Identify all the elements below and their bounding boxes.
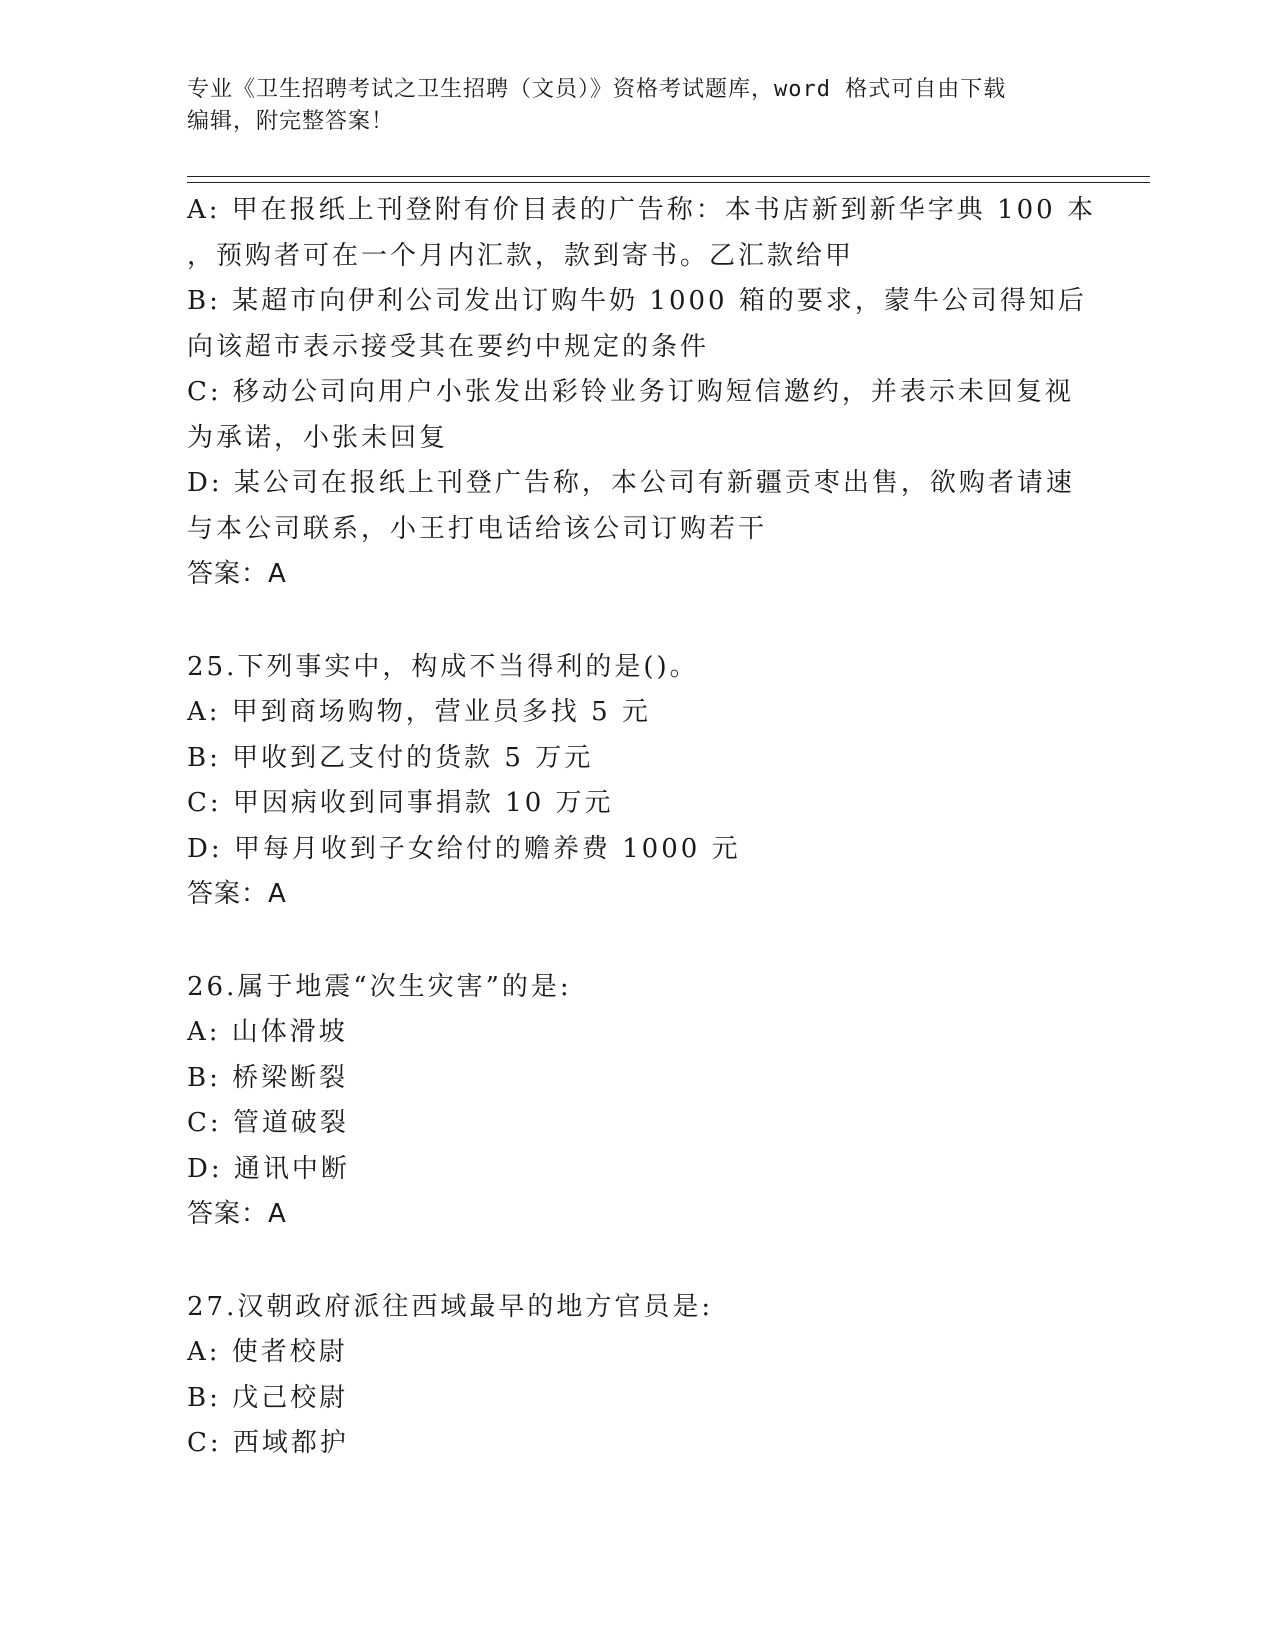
option-a: A: 甲到商场购物，营业员多找 5 元	[187, 697, 651, 727]
option-c: C: 甲因病收到同事捐款 10 万元	[187, 788, 614, 818]
option-c: C: 西域都护	[187, 1428, 349, 1458]
option-b: B: 甲收到乙支付的货款 5 万元	[187, 742, 594, 773]
document-header	[187, 74, 1087, 138]
option-c-line-1: C: 移动公司向用户小张发出彩铃业务订购短信邀约，并表示未回复视	[187, 377, 1074, 407]
question-text: 26.属于地震“次生灾害”的是:	[187, 971, 572, 1002]
spacer	[187, 1238, 1087, 1285]
question-text: 25.下列事实中，构成不当得利的是()。	[187, 651, 699, 682]
option-a: A: 山体滑坡	[187, 1017, 348, 1047]
question-24	[187, 188, 1096, 598]
spacer	[187, 598, 1087, 645]
header-line-2: 编辑，附完整答案！	[187, 109, 395, 134]
option-a: A: 使者校尉	[187, 1337, 348, 1367]
option-d-line-1: D: 某公司在报纸上刊登广告称，本公司有新疆贡枣出售，欲购者请速	[187, 468, 1075, 498]
option-d: D: 通讯中断	[187, 1153, 350, 1184]
option-a-line-2: ，预购者可在一个月内汇款，款到寄书。乙汇款给甲	[187, 240, 855, 271]
question-list	[187, 188, 1096, 1467]
header-rule-bottom	[187, 182, 1150, 183]
question-26	[187, 965, 1087, 1238]
option-c: C: 管道破裂	[187, 1108, 349, 1138]
option-d-line-2: 与本公司联系，小王打电话给该公司订购若干	[187, 513, 768, 544]
spacer	[187, 918, 1087, 965]
question-text: 27.汉朝政府派往西域最早的地方官员是:	[187, 1291, 714, 1322]
option-a-line-1: A: 甲在报纸上刊登附有价目表的广告称：本书店新到新华字典 100 本	[187, 195, 1096, 225]
question-27	[187, 1285, 1087, 1467]
option-c-line-2: 为承诺，小张未回复	[187, 422, 449, 453]
header-rule-top	[187, 176, 1150, 177]
answer: 答案：A	[187, 879, 287, 909]
option-b: B: 桥梁断裂	[187, 1062, 349, 1093]
option-b-line-2: 向该超市表示接受其在要约中规定的条件	[187, 331, 710, 362]
option-b: B: 戊己校尉	[187, 1382, 349, 1413]
option-b-line-1: B: 某超市向伊利公司发出订购牛奶 1000 箱的要求，蒙牛公司得知后	[187, 286, 1087, 316]
question-25	[187, 645, 1087, 918]
answer: 答案：A	[187, 1199, 287, 1229]
header-line-1: 专业《卫生招聘考试之卫生招聘（文员）》资格考试题库，word 格式可自由下载	[187, 77, 1007, 102]
answer: 答案：A	[187, 559, 287, 589]
option-d: D: 甲每月收到子女给付的赡养费 1000 元	[187, 833, 741, 864]
